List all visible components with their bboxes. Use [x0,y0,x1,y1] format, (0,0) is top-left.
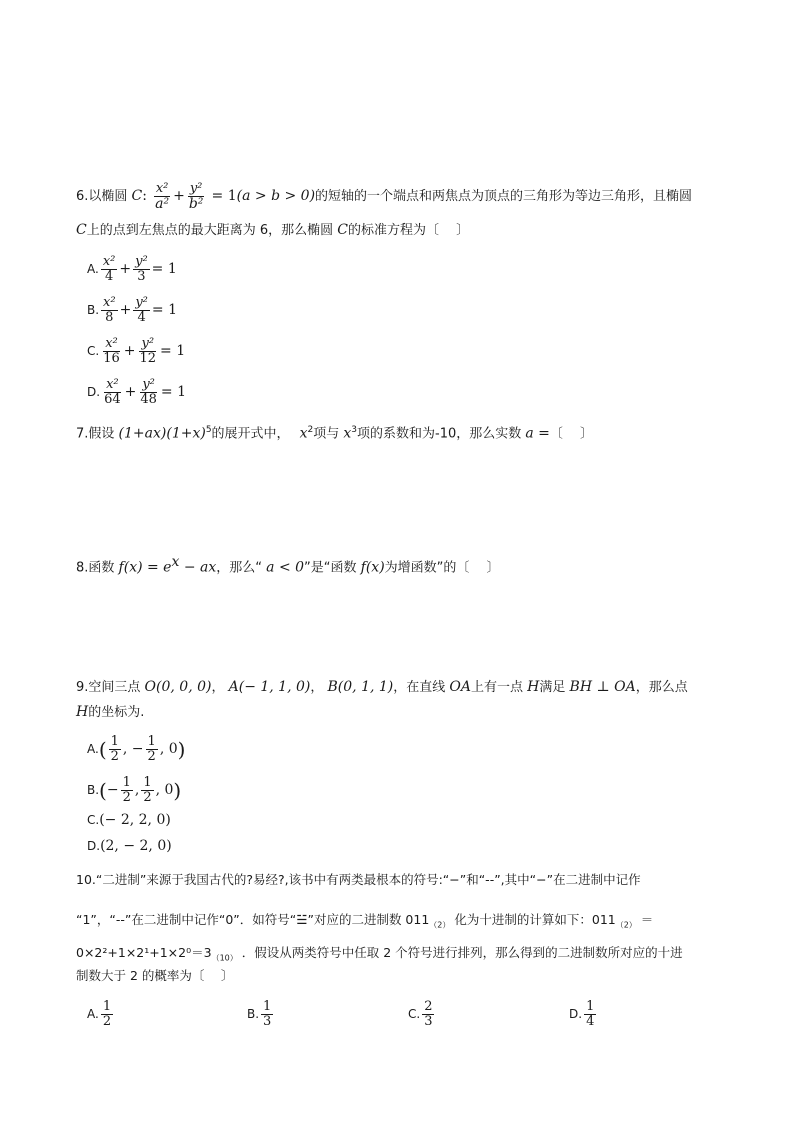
question-8-text-3: 为增函数”的〔 〕 [384,560,500,576]
option-label: A. [87,262,99,276]
fraction: $\frac{1}{3}$ [263,999,272,1029]
ellipse-name: C [337,222,348,238]
equals-one: = 1 [160,384,186,400]
ellipse-name: C [76,222,87,238]
question-10-line-3 [76,943,683,969]
option-label: C. [408,1007,421,1021]
exponent: x [171,554,180,570]
answer-blank: 〔 〕 [549,426,594,442]
question-10-line-2 [76,910,653,936]
question-10-option-a[interactable] [87,1000,115,1029]
question-10-text-2a: “1”，“--”在二进制中记作“0”．如符号“☱”对应的二进制数 011 [76,912,430,927]
question-8-line [76,552,500,578]
perpendicular-condition: BH ⊥ OA [569,679,636,695]
question-9-line-1: 9.空间三点 O(0, 0, 0)， A(− 1, 1, 0)， B(0, 1, 1)，在直线 OA上有一点 H满足 BH ⊥ OA，那么点 [76,679,688,695]
a-equals: a = [525,425,550,442]
equals-one: = 1 [211,188,237,204]
ellipse-name: C [131,188,143,204]
question-7-line: 7.假设 $(1+ax)(1+x)^5$的展开式中， $x^2$项与 $x^3$项的系数和为-10，那么实数 a =〔 〕 [76,425,594,442]
option-value: (2, − 2, 0) [100,838,172,854]
question-6-option-d[interactable]: D. $\frac{\text{x²}}{64}$ + $\frac{\text{y²}}{48}$ = 1 [87,377,186,407]
function-name: f(x) [360,559,385,576]
question-6-text-3: 的标准方程为〔 〕 [347,223,470,238]
option-label: B. [87,783,100,797]
equals-sign: ＝ [640,912,654,927]
question-6-option-c[interactable]: C. $\frac{\text{x²}}{16}$ + $\frac{\text{y²}}{12}$ = 1 [87,336,186,366]
fraction: $\frac{1}{2}$ [102,999,112,1029]
fraction: $\frac{1}{2}$ [147,734,156,764]
question-7-text-1: 的展开式中， [211,426,290,442]
y-fraction: $\frac{\text{y²}}{4}$ [135,295,148,325]
question-6-line-2 [76,220,469,241]
question-10-line-1 [76,870,641,890]
point-h: H [527,679,540,695]
question-9-line-2 [76,702,144,723]
x-term: x [299,425,308,442]
y-fraction: $\frac{\text{y²}}{3}$ [135,254,148,284]
question-6-number: 6.以椭圆 [76,189,128,204]
question-9-text-5: 的坐标为. [88,705,145,720]
x-fraction: $\frac{\text{x²}}{64}$ [104,377,121,407]
option-label: B. [87,303,100,317]
base-subscript: （2） [429,920,451,930]
point-b: B(0, 1, 1) [327,679,394,695]
question-9-option-a[interactable]: A.( $\frac{1}{2}$ , − $\frac{1}{2}$ , 0) [87,734,186,764]
question-10-line-4 [76,966,233,986]
question-9-option-d[interactable] [87,836,172,856]
question-7-number: 7.假设 [76,426,115,442]
question-10-text-3b: ．假设从两类符号中任取 2 个符号进行排列，那么得到的二进制数所对应的十进 [241,945,683,960]
function-expression: f(x) = e [118,559,172,576]
function-expression-tail: − ax [179,559,217,576]
x-term: x [343,425,352,442]
fraction: $\frac{1}{2}$ [122,775,131,805]
fraction: $\frac{1}{4}$ [586,999,595,1029]
point-o: O(0, 0, 0) [144,679,212,695]
option-label: C. [87,813,100,827]
question-6-text-2: 上的点到左焦点的最大距离为 6，那么椭圆 [86,223,334,238]
equals-one: = 1 [151,302,177,318]
y-fraction: $\frac{\text{y²}}{48}$ [140,377,157,407]
point-h: H [76,704,89,720]
condition: a < 0 [266,559,305,576]
question-8-text-2: ”是“函数 [304,560,357,576]
option-label: D. [87,385,101,399]
question-10-text-3a: 0×2²+1×2¹+1×2⁰＝3 [76,945,212,960]
option-label: A. [87,742,99,756]
fraction: $\frac{2}{3}$ [424,999,433,1029]
question-6-option-b[interactable]: B. $\frac{\text{x²}}{8}$ + $\frac{\text{y²}}{4}$ = 1 [87,295,177,325]
question-7-text-3: 项的系数和为-10，那么实数 [357,426,522,442]
question-10-text-2b: 化为十进制的计算如下：011 [454,912,616,927]
question-6-line-1: 6.以椭圆 C: $\frac{\text{x²}}{\text{a²}}$ + $\frac{\text{y²}}{\text{b²}}$ = 1(a > b > 0)的短轴的一个端点和两焦点为顶点的三角形为等边三角形，且椭圆 [76,181,693,212]
question-9-number: 9.空间三点 [76,680,141,695]
question-10-text-4: 制数大于 2 的概率为〔 〕 [76,968,234,983]
question-9-text-2: 上有一点 [471,680,524,695]
question-9-text-3: 满足 [539,680,566,695]
question-8-number: 8.函数 [76,560,115,576]
option-label: B. [247,1007,260,1021]
colon: : [142,188,147,204]
base-subscript: （2） [615,920,637,930]
question-10-option-d[interactable] [569,1000,598,1029]
question-10-option-b[interactable] [247,1000,275,1029]
question-7-text-2: 项与 [313,426,340,442]
question-6-option-a[interactable]: A. $\frac{\text{x²}}{4}$ + $\frac{\text{y²}}{3}$ = 1 [87,254,177,284]
option-label: D. [87,839,101,853]
x-fraction: $\frac{\text{x²}}{4}$ [102,254,116,284]
line-oa: OA [449,679,471,695]
expression: (1+ax)(1+x) [118,425,206,442]
equals-one: = 1 [151,261,177,277]
question-10-option-c[interactable] [408,1000,436,1029]
option-label: D. [569,1007,583,1021]
option-label: A. [87,1007,99,1021]
option-value: (− 2, 2, 0) [99,812,171,828]
y-fraction: $\frac{\text{y²}}{12}$ [139,336,157,366]
x-fraction: $\frac{\text{x²}}{16}$ [103,336,120,366]
x-fraction: $\frac{\text{x²}}{8}$ [103,295,116,325]
fraction: $\frac{1}{2}$ [110,734,119,764]
condition: (a > b > 0) [236,188,316,204]
question-10-text-1: 10.“二进制”来源于我国古代的?易经?,该书中有两类最根本的符号:“−”和“--”,其中“−”在二进制中记作 [76,872,641,887]
question-9-option-c[interactable] [87,810,171,830]
equals-one: = 1 [160,343,186,359]
question-9-option-b[interactable]: B.(− $\frac{1}{2}$ , $\frac{1}{2}$ , 0) [87,775,182,805]
x-fraction: $\frac{\text{x²}}{\text{a²}}$ [155,181,170,212]
option-label: C. [87,344,100,358]
question-9-text-1: ，在直线 [393,680,446,695]
y-fraction: $\frac{\text{y²}}{\text{b²}}$ [188,181,204,212]
base-subscript: （10） [211,953,238,963]
exponent: 5 [205,425,212,435]
question-8-text-1: ，那么“ [216,560,262,576]
fraction: $\frac{1}{2}$ [143,775,152,805]
question-9-text-4: ，那么点 [635,680,688,695]
question-6-text-1: 的短轴的一个端点和两焦点为顶点的三角形为等边三角形，且椭圆 [315,189,693,204]
point-a: A(− 1, 1, 0) [228,679,311,695]
